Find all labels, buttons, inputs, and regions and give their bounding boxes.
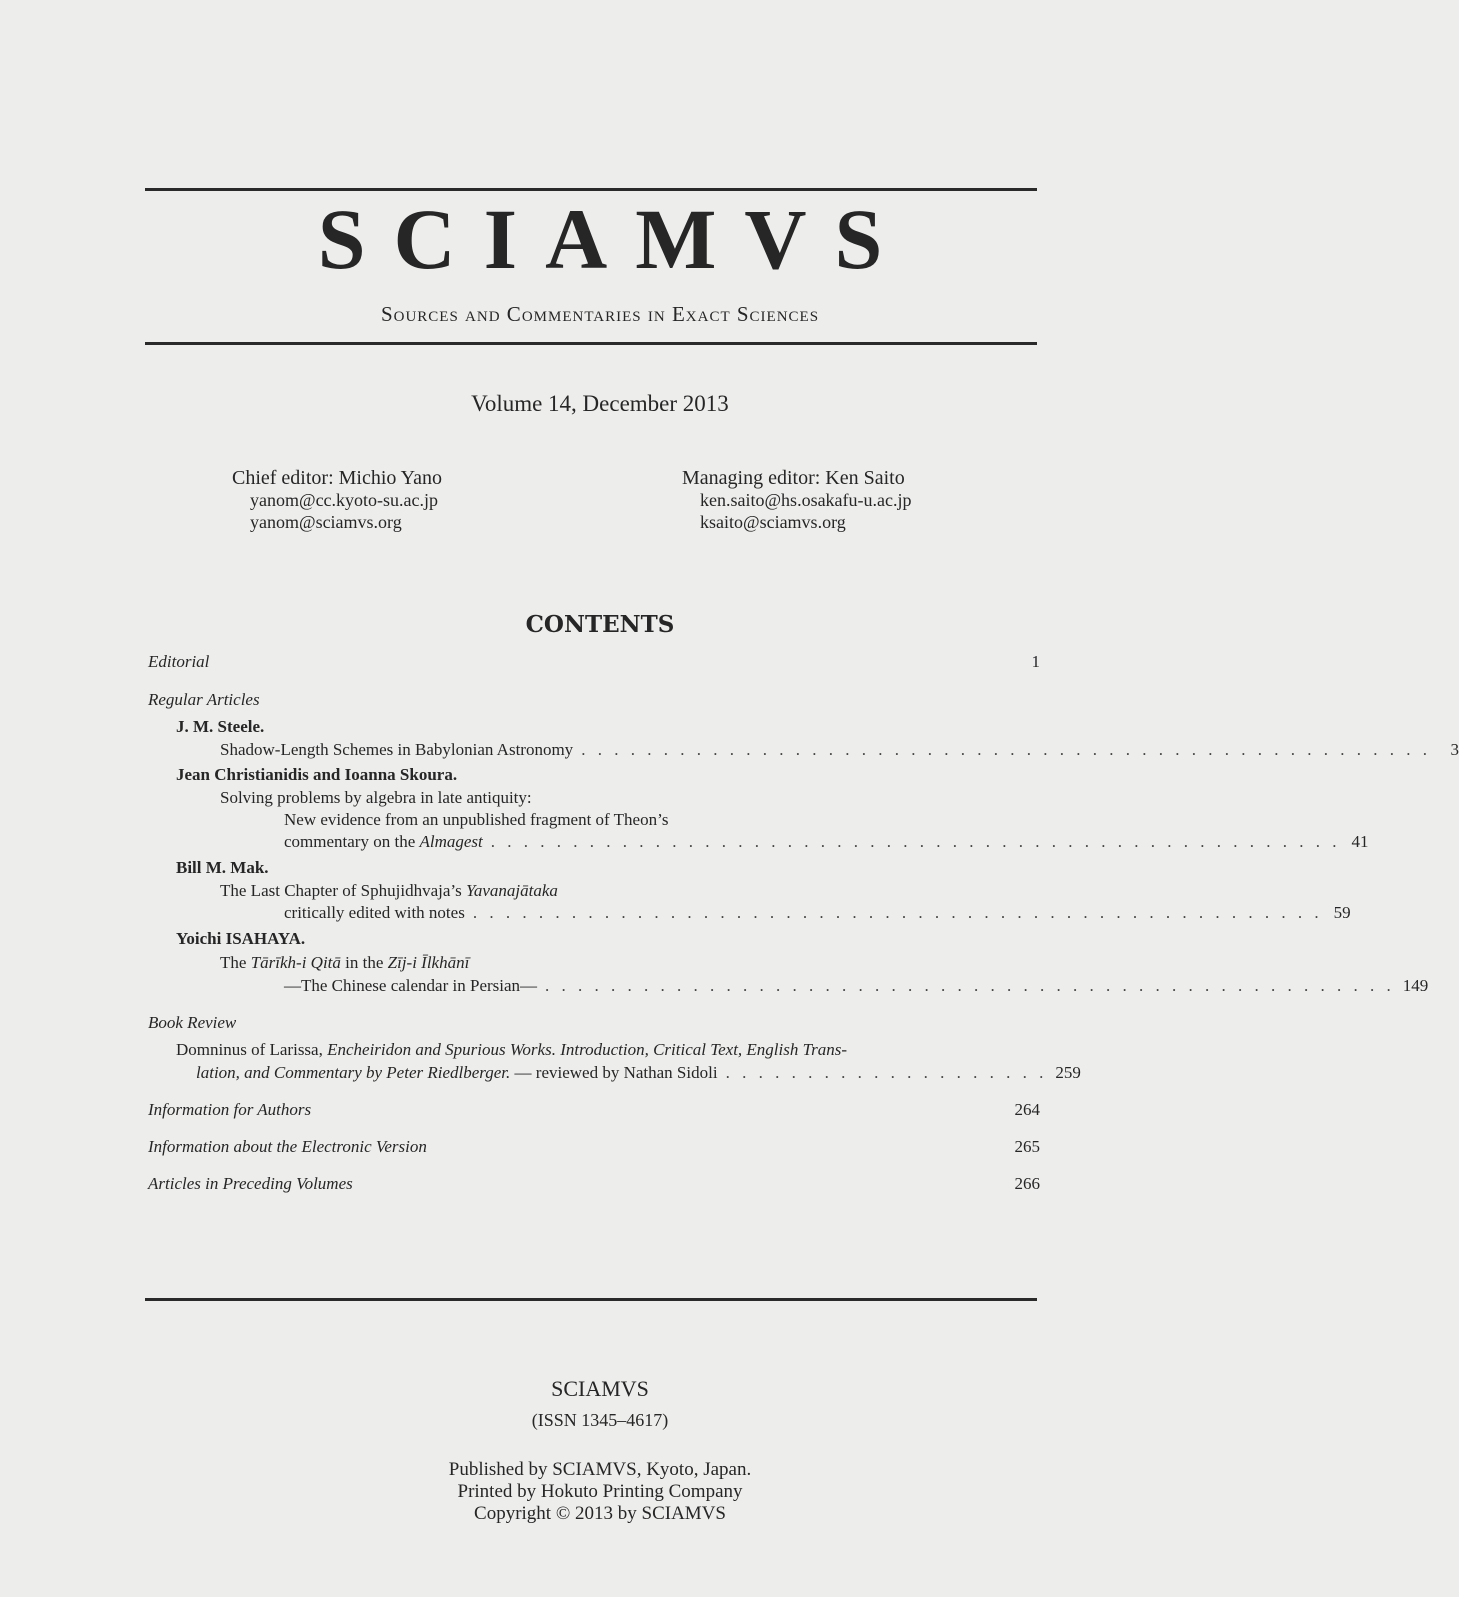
chief-editor-name: Chief editor: Michio Yano [232,467,442,489]
managing-editor-name: Managing editor: Ken Saito [682,467,905,489]
info-authors-page: 264 [1014,1100,1040,1119]
toc-editorial-label: Editorial [148,652,210,671]
article-2-author-row [176,765,1068,787]
article-4-line-1 [220,953,1112,975]
chief-editor-block [232,467,442,533]
article-3-author: Bill M. Mak. [176,858,269,877]
article-1-title: Shadow-Length Schemes in Babylonian Astronomy [220,740,574,759]
article-4-title-1d: Zīj-i Īlkhānī [387,953,470,972]
regular-articles-heading: Regular Articles [148,690,260,709]
toc-info-electronic[interactable] [148,1137,1040,1159]
toc-info-authors[interactable] [148,1100,1040,1122]
article-4-page: 149 [1402,976,1429,995]
footer-published: Published by SCIAMVS, Kyoto, Japan. [448,1459,752,1480]
article-3-author-row [176,858,1068,880]
article-3-page: 59 [1333,903,1351,922]
toc-regular-heading [148,690,1040,712]
article-3-title-1b: Yavanajātaka [465,881,558,900]
toc-article-1[interactable]: Shadow-Length Schemes in Babylonian Astronomy . . . . . . . . . . . . . . . . . . . . . . . . . . . . . . . . . . . . . . . . . . . . . . . . . . . . 3 [220,740,1459,759]
book-review-2a: lation, and Commentary by Peter Riedlberger. [196,1063,511,1082]
article-2-line-2 [284,810,1176,832]
info-electronic-label: Information about the Electronic Version [148,1137,427,1156]
article-4-title-2: —The Chinese calendar in Persian— [284,976,538,995]
toc-editorial[interactable] [148,652,1040,674]
managing-editor-email-2[interactable]: ksaito@sciamvs.org [700,512,846,532]
journal-subtitle: Sources and Commentaries in Exact Sciences [380,302,820,326]
info-electronic-page: 265 [1014,1137,1040,1156]
book-review-1a: Domninus of Larissa, [176,1040,328,1059]
toc-editorial-page: 1 [1031,652,1040,671]
book-review-heading: Book Review [148,1013,237,1032]
managing-editor-block [682,467,912,533]
article-2-title-2: New evidence from an unpublished fragment of Theon’s [284,810,669,829]
article-1-page: 3 [1450,740,1459,759]
article-2-author: Jean Christianidis and Ioanna Skoura. [176,765,458,784]
article-2-page: 41 [1351,832,1369,851]
book-review-2b: — reviewed by Nathan Sidoli [510,1063,718,1082]
book-review-page: 259 [1055,1063,1081,1082]
preceding-label: Articles in Preceding Volumes [148,1174,353,1193]
masthead-bottom-rule [145,342,1037,345]
article-4-title-1c: in the [340,953,388,972]
info-authors-label: Information for Authors [148,1100,312,1119]
article-3-line-1 [220,881,1112,903]
toc-article-2[interactable]: commentary on the Almagest . . . . . . . . . . . . . . . . . . . . . . . . . . . . . . . . . . . . . . . . . . . . . . . . . . . . 41 [284,832,1369,851]
article-4-title-1b: Tārīkh-i Qitā [250,953,341,972]
article-3-title-2: critically edited with notes [284,903,465,922]
footer-printed: Printed by Hokuto Printing Company [457,1481,743,1502]
footer-title: SCIAMVS [551,1376,649,1401]
article-1-author-row [176,717,1068,739]
article-4-author-row [176,929,1068,951]
article-1-author: J. M. Steele. [176,717,265,736]
chief-editor-email-1[interactable]: yanom@cc.kyoto-su.ac.jp [250,490,439,510]
article-2-title-3a: commentary on the [284,832,420,851]
footer-copyright: Copyright © 2013 by SCIAMVS [474,1503,726,1524]
chief-editor-email-2[interactable]: yanom@sciamvs.org [250,512,402,532]
toc-preceding-volumes[interactable] [148,1174,1040,1196]
toc-book-review[interactable]: lation, and Commentary by Peter Riedlberger. — reviewed by Nathan Sidoli . . . . . . . . . . . . . . . . . . . . 259 [196,1063,1081,1082]
book-review-line-1 [176,1040,1040,1062]
managing-editor-email-1[interactable]: ken.saito@hs.osakafu-u.ac.jp [700,490,912,510]
article-2-title-1: Solving problems by algebra in late antiquity: [220,788,532,807]
article-4-author: Yoichi ISAHAYA. [176,929,306,948]
footer-rule [145,1298,1037,1301]
preceding-page: 266 [1014,1174,1040,1193]
article-4-title-1a: The [220,953,251,972]
article-2-line-1 [220,788,1112,810]
journal-title: SCIAMVS [317,191,911,287]
footer-issn: (ISSN 1345–4617) [531,1410,669,1430]
book-review-1b: Encheiridon and Spurious Works. Introduction, Critical Text, English Trans- [327,1040,848,1059]
article-3-title-1a: The Last Chapter of Sphujidhvaja’s [220,881,466,900]
volume-info: Volume 14, December 2013 [471,391,729,416]
article-2-title-3b: Almagest [419,832,483,851]
toc-book-review-heading [148,1013,1040,1035]
toc-article-4[interactable]: —The Chinese calendar in Persian— . . . . . . . . . . . . . . . . . . . . . . . . . . . . . . . . . . . . . . . . . . . . . . . . . . . . 149 [284,976,1429,995]
contents-heading: CONTENTS [525,611,675,638]
toc-article-3[interactable]: critically edited with notes . . . . . . . . . . . . . . . . . . . . . . . . . . . . . . . . . . . . . . . . . . . . . . . . . . . . 59 [284,903,1351,922]
